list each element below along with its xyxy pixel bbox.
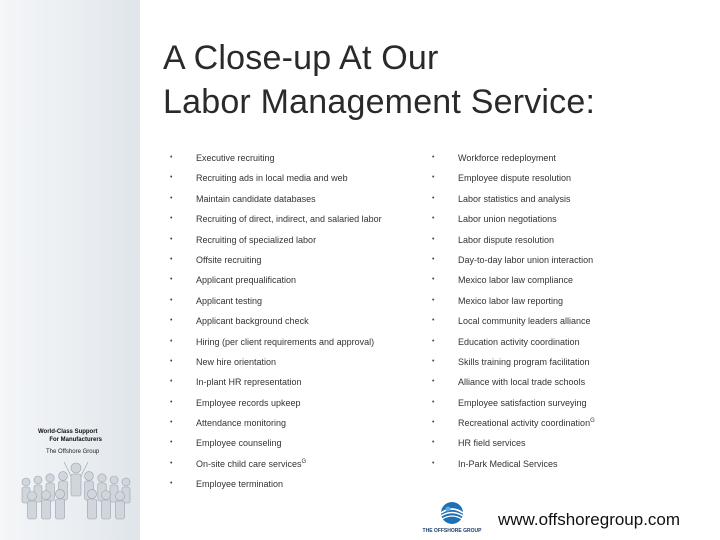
list-item bbox=[432, 168, 717, 188]
list-item bbox=[432, 148, 717, 168]
bullet-icon: • bbox=[170, 154, 173, 161]
list-item bbox=[432, 372, 717, 392]
bullet-icon: • bbox=[432, 194, 435, 202]
list-item bbox=[170, 250, 425, 270]
list-item-label: Applicant testing bbox=[196, 295, 263, 306]
list-item bbox=[432, 209, 717, 229]
list-item-label: Labor statistics and analysis bbox=[458, 193, 571, 204]
list-item bbox=[170, 393, 425, 413]
bullet-icon: • bbox=[170, 480, 173, 488]
list-item bbox=[432, 250, 717, 270]
list-item bbox=[170, 209, 425, 229]
logo-wordmark: THE OFFSHORE GROUP bbox=[422, 528, 482, 534]
list-item bbox=[170, 311, 425, 331]
list-item-label: Employee records upkeep bbox=[196, 397, 301, 408]
list-item bbox=[170, 372, 425, 392]
bullet-icon: • bbox=[432, 215, 435, 223]
list-item-label: Employee satisfaction surveying bbox=[458, 397, 587, 408]
list-item-label: Labor dispute resolution bbox=[458, 234, 555, 245]
list-item-label: Maintain candidate databases bbox=[196, 193, 316, 204]
bullet-icon: • bbox=[170, 337, 173, 345]
list-item-label: On-site child care services bbox=[196, 458, 302, 469]
bullet-icon: • bbox=[170, 357, 173, 365]
list-item-label: Hiring (per client requirements and approval) bbox=[196, 336, 375, 347]
bullet-icon: • bbox=[170, 296, 173, 304]
person-figure bbox=[116, 492, 125, 520]
list-item-label: Recruiting of direct, indirect, and salaried labor bbox=[196, 214, 382, 225]
list-item-label: Applicant prequalification bbox=[196, 275, 297, 286]
list-item-label: In-Park Medical Services bbox=[458, 458, 558, 469]
list-item bbox=[170, 433, 425, 453]
page-title bbox=[163, 36, 595, 124]
bullet-icon: • bbox=[432, 255, 435, 263]
list-item bbox=[170, 148, 425, 168]
bullet-icon: • bbox=[170, 439, 173, 447]
title-line-2: Labor Management Service: bbox=[163, 83, 596, 121]
list-item bbox=[170, 168, 425, 188]
list-item bbox=[432, 270, 717, 290]
list-item-label: Employee counseling bbox=[196, 438, 282, 449]
bullet-icon: • bbox=[432, 235, 435, 243]
bullet-icon: • bbox=[432, 154, 435, 161]
list-item bbox=[170, 454, 425, 474]
list-item bbox=[170, 291, 425, 311]
list-item bbox=[432, 413, 717, 433]
list-item bbox=[170, 332, 425, 352]
tagline-line-2: For Manufacturers bbox=[49, 437, 102, 443]
person-figure bbox=[55, 489, 64, 519]
bullet-icon: • bbox=[432, 296, 435, 304]
list-item-label: Alliance with local trade schools bbox=[458, 377, 586, 388]
bullet-icon: • bbox=[432, 439, 435, 447]
list-item bbox=[170, 270, 425, 290]
person-figure bbox=[102, 491, 111, 520]
list-item bbox=[432, 311, 717, 331]
sidebar-panel bbox=[0, 0, 140, 540]
list-item-label: Local community leaders alliance bbox=[458, 316, 591, 327]
bullet-icon: • bbox=[170, 276, 173, 284]
list-item bbox=[432, 230, 717, 250]
bullet-icon: • bbox=[432, 398, 435, 406]
list-item-label: Applicant background check bbox=[196, 316, 309, 327]
globe-icon bbox=[441, 502, 463, 524]
footnote-marker: G bbox=[590, 418, 595, 425]
list-item bbox=[432, 189, 717, 209]
list-item-label: Mexico labor law reporting bbox=[458, 295, 564, 306]
list-item-label: Skills training program facilitation bbox=[458, 356, 590, 367]
list-item-label: New hire orientation bbox=[196, 356, 277, 367]
bullet-icon: • bbox=[170, 398, 173, 406]
bullet-icon: • bbox=[432, 317, 435, 325]
list-item bbox=[432, 454, 717, 474]
list-item bbox=[432, 291, 717, 311]
sidebar-group-name: The Offshore Group bbox=[46, 449, 100, 455]
bullet-icon: • bbox=[170, 235, 173, 243]
bullet-icon: • bbox=[170, 317, 173, 325]
person-figure bbox=[87, 489, 96, 519]
list-item-label: Employee termination bbox=[196, 479, 284, 490]
list-item-label: Offsite recruiting bbox=[196, 254, 262, 265]
bullet-icon: • bbox=[170, 419, 173, 427]
list-item-label: HR field services bbox=[458, 438, 526, 449]
sidebar-tagline bbox=[38, 428, 102, 444]
offshore-group-logo bbox=[419, 500, 499, 540]
list-item bbox=[432, 433, 717, 453]
bullet-icon: • bbox=[170, 194, 173, 202]
list-item-label: Mexico labor law compliance bbox=[458, 275, 574, 286]
list-item-label: Education activity coordination bbox=[458, 336, 580, 347]
list-item-label: Executive recruiting bbox=[196, 153, 275, 163]
services-list-left bbox=[170, 148, 425, 495]
list-item bbox=[432, 332, 717, 352]
list-item-label: Attendance monitoring bbox=[196, 418, 287, 429]
list-item-label: Recreational activity coordination bbox=[458, 418, 591, 429]
footnote-marker: G bbox=[301, 458, 307, 465]
list-item-label: Day-to-day labor union interaction bbox=[458, 254, 594, 265]
list-item bbox=[170, 189, 425, 209]
bullet-icon: • bbox=[170, 174, 173, 182]
bullet-icon: • bbox=[170, 459, 173, 467]
list-item bbox=[432, 393, 717, 413]
bullet-icon: • bbox=[170, 255, 173, 263]
list-item-label: Workforce redeployment bbox=[458, 153, 556, 163]
list-item-label: In-plant HR representation bbox=[196, 377, 302, 388]
person-figure bbox=[28, 492, 37, 520]
website-url[interactable]: www.offshoregroup.com bbox=[498, 510, 681, 529]
title-line-1: A Close-up At Our bbox=[163, 39, 439, 77]
list-item bbox=[170, 413, 425, 433]
list-item-label: Recruiting of specialized labor bbox=[196, 234, 317, 245]
bullet-icon: • bbox=[432, 276, 435, 284]
list-item-label: Employee dispute resolution bbox=[458, 173, 572, 184]
list-item-label: Labor union negotiations bbox=[458, 214, 557, 225]
bullet-icon: • bbox=[170, 215, 173, 223]
list-item-label: Recruiting ads in local media and web bbox=[196, 173, 348, 184]
bullet-icon: • bbox=[432, 174, 435, 182]
list-item bbox=[170, 352, 425, 372]
bullet-icon: • bbox=[432, 357, 435, 365]
bullet-icon: • bbox=[432, 419, 435, 427]
list-item bbox=[170, 230, 425, 250]
list-item bbox=[432, 352, 717, 372]
bullet-icon: • bbox=[170, 378, 173, 386]
people-crowd-illustration bbox=[16, 458, 134, 522]
tagline-line-1: World-Class Support bbox=[38, 429, 98, 435]
services-list-right bbox=[432, 148, 717, 474]
bullet-icon: • bbox=[432, 337, 435, 345]
list-item bbox=[170, 474, 425, 494]
bullet-icon: • bbox=[432, 378, 435, 386]
person-figure bbox=[42, 491, 51, 520]
bullet-icon: • bbox=[432, 459, 435, 467]
